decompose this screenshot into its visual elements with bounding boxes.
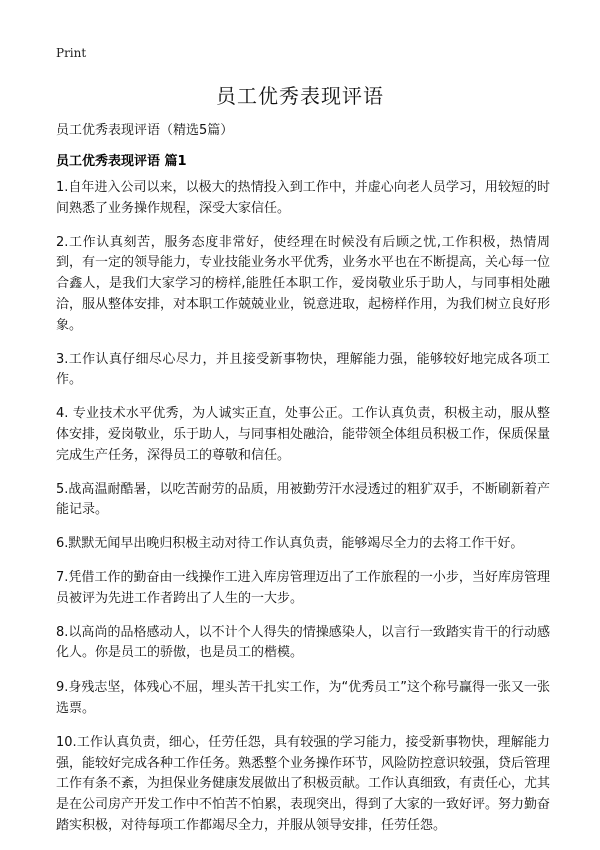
paragraph: 6.默默无闻早出晚归积极主动对待工作认真负责，能够竭尽全力的去将工作干好。 (56, 536, 524, 552)
paragraph: 9.身残志坚，体残心不屈，埋头苦干扎实工作，为“优秀员工”这个称号赢得一张又一张选票。 (56, 680, 550, 716)
paragraph: 7.凭借工作的勤奋由一线操作工进入库房管理迈出了工作旅程的一小步，当好库房管理员被评为先进工作者跨出了人生的一大步。 (56, 569, 550, 606)
paragraph: 5.战高温耐酷暑，以吃苦耐劳的品质，用被勤劳汗水浸透过的粗犷双手，不断刷新着产能记录。 (56, 481, 550, 518)
paragraph: 8.以高尚的品格感动人，以不计个人得失的情操感染人，以言行一致踏实肯干的行动感化人。你是员工的骄傲，也是员工的楷模。 (56, 624, 550, 661)
paragraph: 1.自年进入公司以来，以极大的热情投入到工作中，并虚心向老人员学习，用较短的时间熟悉了业务操作规程，深受大家信任。 (56, 180, 550, 216)
page-title: 员工优秀表现评语 (216, 84, 384, 108)
paragraph: 4. 专业技术水平优秀，为人诚实正直，处事公正。工作认真负责，积极主动，服从整体安排，爱岗敬业，乐于助人，与同事相处融洽，能带领全体组员积极工作，保质保量完成生产任务，深得员工的尊敬和信任。 (56, 406, 551, 463)
paragraph: 2.工作认真刻苦，服务态度非常好，使经理在时候没有后顾之忧,工作积极，热情周到，有一定的领导能力，专业技能业务水平优秀，业务水平也在不断提高，关心每一位合鑫人，是我们大家学习的榜样,能胜任本职工作，爱岗敬业乐于助人，与同事相处融洽，服从整体安排，对本职工作兢兢业业，锐意进取，起榜样作用，为我们树立良好形象。 (56, 234, 551, 333)
section-heading: 员工优秀表现评语 篇1 (56, 154, 187, 169)
paragraph: 10.工作认真负责，细心，任劳任怨，具有较强的学习能力，接受新事物快，理解能力强，能较好完成各种工作任务。熟悉整个业务操作环节，风险防控意识较强，贷后管理工作有条不紊，为担保业务健康发展做出了积极贡献。工作认真细致，有责任心，尤其是在公司房产开发工作中不怕苦不怕累，表现突出，得到了大家的一致好评。努力勤奋踏实积极，对待每项工作都竭尽全力，并服从领导安排，任劳任怨。 (56, 734, 551, 833)
print-link[interactable]: Print (56, 46, 87, 60)
paragraph: 3.工作认真仔细尽心尽力，并且接受新事物快，理解能力强，能够较好地完成各项工作。 (56, 351, 550, 388)
paragraph-list (56, 178, 550, 850)
document-subtitle: 员工优秀表现评语（精选5篇） (56, 123, 234, 138)
